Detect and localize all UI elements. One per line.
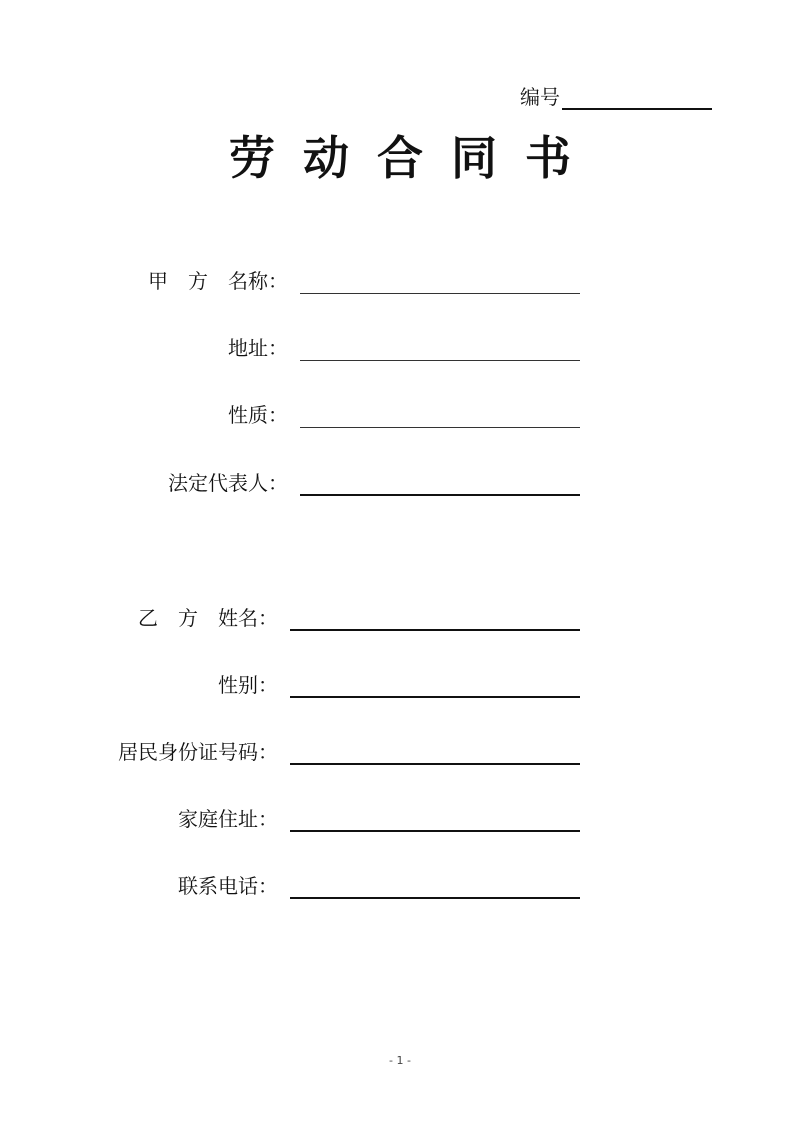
serial-number-field[interactable] xyxy=(562,84,712,110)
party-b-gender-label: 性别： xyxy=(218,673,278,697)
party-b-name-field[interactable] xyxy=(290,607,580,631)
party-b-home-address-field[interactable] xyxy=(290,808,580,832)
party-a-address-row xyxy=(140,335,580,361)
page-number: - 1 - xyxy=(389,1054,411,1067)
party-a-address-field[interactable] xyxy=(300,338,580,361)
party-b-phone-label: 联系电话： xyxy=(178,874,278,898)
party-b-name-row xyxy=(110,605,580,631)
party-b-gender-row xyxy=(110,672,580,698)
party-a-name-label: 甲 方 名称： xyxy=(148,269,288,293)
party-b-id-number-row xyxy=(110,739,580,765)
party-a-name-row xyxy=(140,268,580,294)
party-a-legal-rep-field[interactable] xyxy=(300,472,580,496)
party-a-nature-label: 性质： xyxy=(228,403,288,427)
party-b-home-address-row xyxy=(110,806,580,832)
serial-number-row xyxy=(520,84,712,110)
party-a-nature-row xyxy=(140,402,580,428)
party-a-nature-field[interactable] xyxy=(300,405,580,428)
party-a-legal-rep-label: 法定代表人： xyxy=(168,471,288,495)
party-b-gender-field[interactable] xyxy=(290,674,580,698)
document-title: 劳动合同书 xyxy=(229,131,599,185)
party-b-phone-field[interactable] xyxy=(290,875,580,899)
party-a-address-label: 地址： xyxy=(228,336,288,360)
party-b-home-address-label: 家庭住址： xyxy=(178,807,278,831)
party-a-legal-rep-row xyxy=(140,470,580,496)
party-a-name-field[interactable] xyxy=(300,271,580,294)
party-b-name-label: 乙 方 姓名： xyxy=(138,606,278,630)
party-b-id-number-label: 居民身份证号码： xyxy=(118,740,278,764)
party-b-id-number-field[interactable] xyxy=(290,741,580,765)
serial-number-label: 编号 xyxy=(520,85,560,109)
party-b-phone-row xyxy=(110,873,580,899)
